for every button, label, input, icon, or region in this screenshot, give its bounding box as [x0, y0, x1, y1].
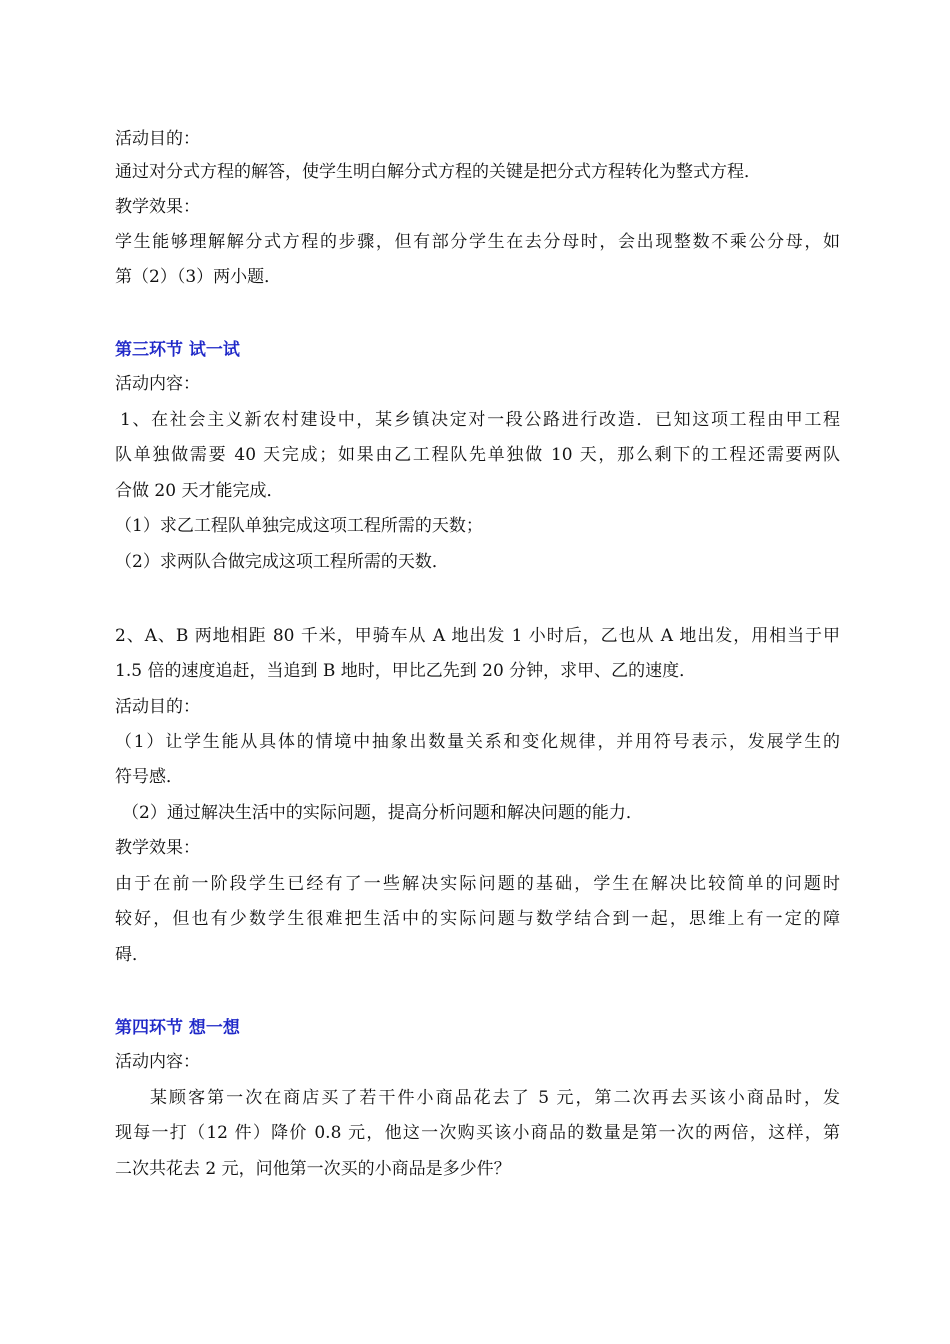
activity-purpose-line: （1）让学生能从具体的情境中抽象出数量关系和变化规律，并用符号表示，发展学生的 [115, 732, 840, 752]
activity-purpose-label: 活动目的： [115, 697, 200, 717]
section-heading-3: 第三环节 试一试 [115, 340, 240, 360]
activity-purpose-text: 通过对分式方程的解答，使学生明白解分式方程的关键是把分式方程转化为整式方程． [115, 162, 761, 182]
teaching-effect-label: 教学效果： [115, 838, 200, 858]
activity-purpose-label: 活动目的： [115, 129, 200, 149]
question-1-line: 队单独做需要 40 天完成；如果由乙工程队先单独做 10 天，那么剩下的工程还需要两队 [115, 445, 840, 465]
question-2-line: 2、A、B 两地相距 80 千米，甲骑车从 A 地出发 1 小时后，乙也从 A 地出发，用相当于甲 [115, 626, 840, 646]
problem-line: 某顾客第一次在商店买了若干件小商品花去了 5 元，第二次再去买该小商品时，发 [150, 1088, 840, 1108]
question-1-subquestion: （2）求两队合做完成这项工程所需的天数． [115, 552, 449, 572]
activity-content-label: 活动内容： [115, 1052, 200, 1072]
teaching-effect-line: 碍． [115, 945, 149, 965]
activity-purpose-line: 符号感． [115, 767, 183, 787]
section-heading-4: 第四环节 想一想 [115, 1018, 240, 1038]
teaching-effect-line: 较好，但也有少数学生很难把生活中的实际问题与数学结合到一起，思维上有一定的障 [115, 909, 840, 929]
teaching-effect-line: 学生能够理解解分式方程的步骤，但有部分学生在去分母时，会出现整数不乘公分母，如 [115, 232, 840, 252]
activity-content-label: 活动内容： [115, 374, 200, 394]
problem-line: 二次共花去 2 元，问他第一次买的小商品是多少件？ [115, 1159, 511, 1179]
teaching-effect-line: 由于在前一阶段学生已经有了一些解决实际问题的基础，学生在解决比较简单的问题时 [115, 874, 840, 894]
activity-purpose-line: （2）通过解决生活中的实际问题，提高分析问题和解决问题的能力． [122, 803, 643, 823]
question-2-line: 1.5 倍的速度追赶，当追到 B 地时，甲比乙先到 20 分钟，求甲、乙的速度． [115, 661, 697, 681]
question-1-subquestion: （1）求乙工程队单独完成这项工程所需的天数； [115, 516, 483, 536]
question-1-line: 1、在社会主义新农村建设中，某乡镇决定对一段公路进行改造．已知这项工程由甲工程 [120, 410, 840, 430]
teaching-effect-label: 教学效果： [115, 197, 200, 217]
problem-line: 现每一打（12 件）降价 0.8 元，他这一次购买该小商品的数量是第一次的两倍，这样，第 [115, 1123, 840, 1143]
teaching-effect-line: 第（2）（3）两小题． [115, 267, 282, 287]
question-1-line: 合做 20 天才能完成． [115, 481, 284, 501]
